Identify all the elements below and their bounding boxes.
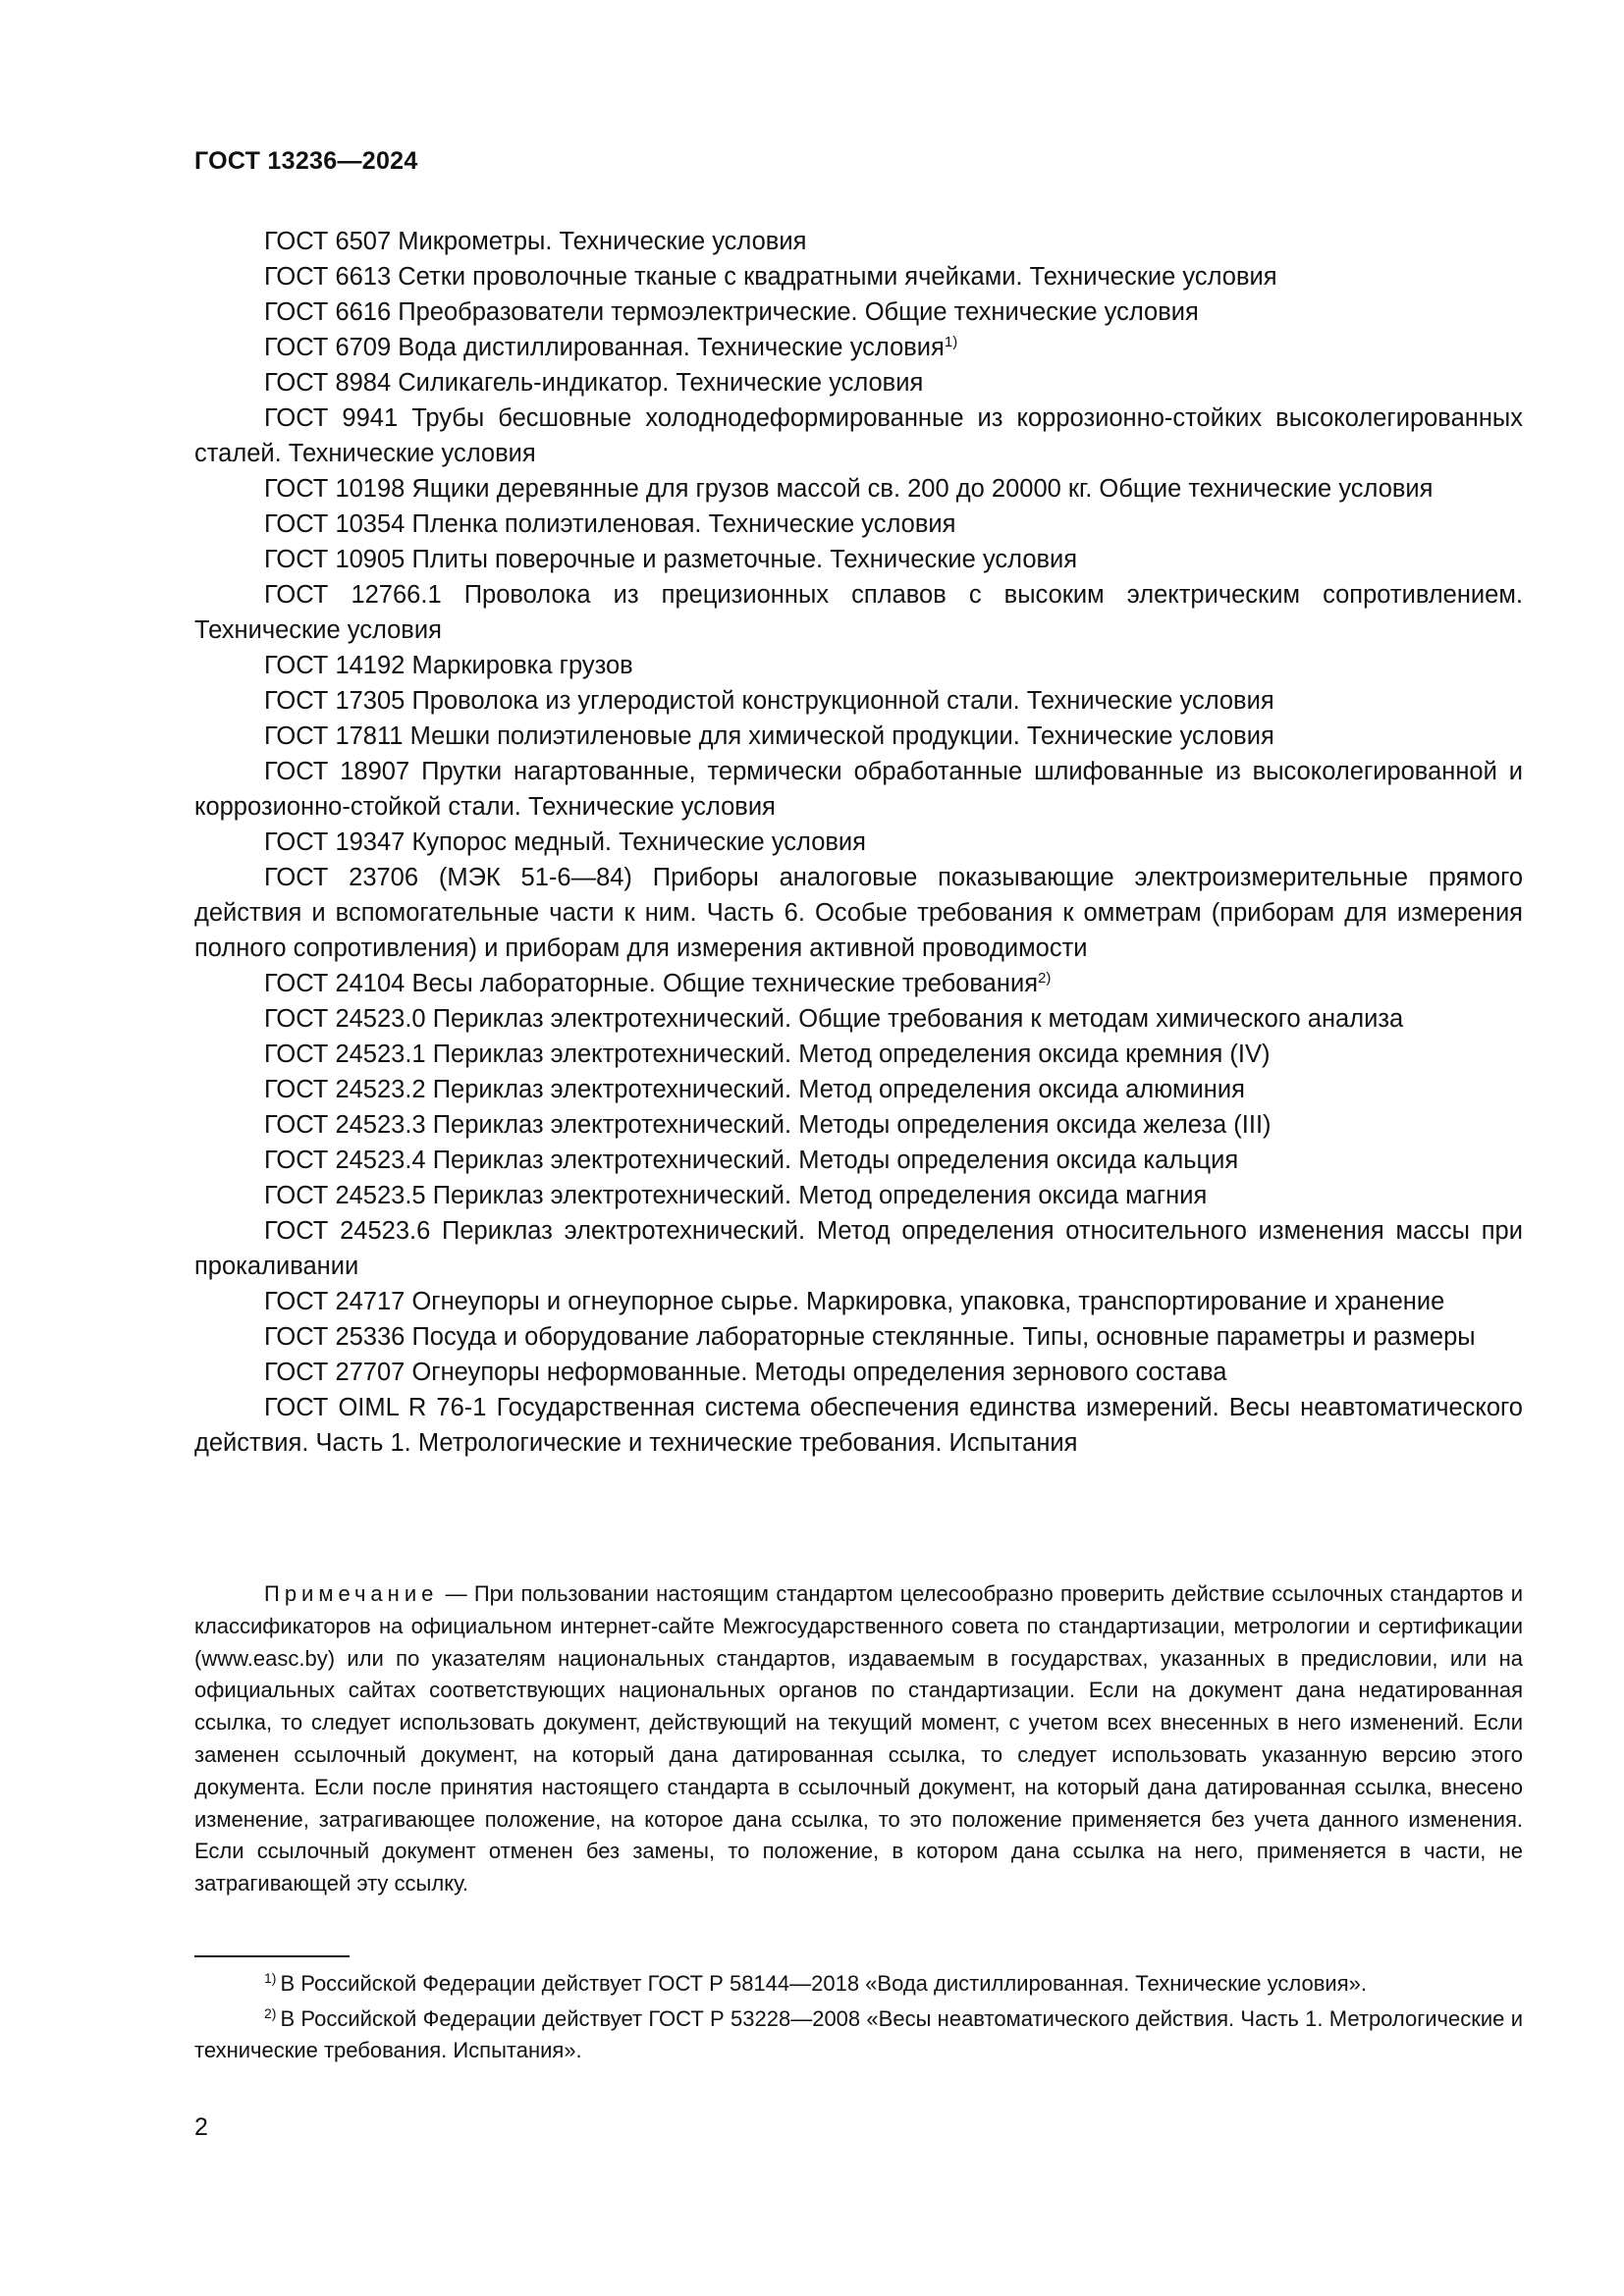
reference-item — [194, 825, 1523, 860]
reference-code: ГОСТ 24523.2 — [264, 1076, 426, 1103]
reference-code: ГОСТ 18907 — [264, 758, 410, 785]
reference-title: Плиты поверочные и разметочные. Технические условия — [411, 546, 1078, 573]
reference-code: ГОСТ 6507 — [264, 228, 392, 255]
reference-title: Трубы бесшовные холоднодеформированные из коррозионно-стойких высоколегированных сталей. Технические условия — [194, 404, 1523, 467]
reference-item — [194, 1143, 1523, 1178]
normative-references-list — [194, 224, 1523, 1461]
reference-code: ГОСТ 23706 (МЭК 51-6—84) — [264, 864, 632, 891]
reference-title: Пленка полиэтиленовая. Технические условия — [411, 510, 956, 538]
reference-item — [194, 365, 1523, 400]
reference-item — [194, 648, 1523, 683]
footnotes — [194, 1968, 1523, 2070]
reference-item — [194, 1284, 1523, 1319]
reference-code: ГОСТ 8984 — [264, 369, 392, 397]
note-label: Примечание — [264, 1581, 439, 1606]
footnote-item — [194, 2003, 1523, 2066]
reference-item — [194, 1001, 1523, 1037]
reference-item — [194, 471, 1523, 507]
reference-item — [194, 1390, 1523, 1461]
reference-code: ГОСТ 6616 — [264, 298, 392, 326]
reference-code: ГОСТ 24523.5 — [264, 1182, 426, 1209]
reference-item — [194, 683, 1523, 719]
reference-item — [194, 1319, 1523, 1355]
reference-title: Периклаз электротехнический. Методы определения оксида кальция — [432, 1147, 1239, 1174]
note-paragraph — [194, 1578, 1523, 1900]
note-text: — При пользовании настоящим стандартом целесообразно проверить действие ссылочных стандартов и классификаторов на официальном интернет-сайте Межгосударственного совета по стандартизации, метрологии и сертификации (www.easc.by) или по указателям национальных стандартов, издаваемым в государствах, указанных в предисловии, или на официальных сайтах соответствующих национальных органов по стандартизации. Если на документ дана недатированная ссылка, то следует использовать документ, действующий на текущий момент, с учетом всех внесенных в него изменений. Если заменен ссылочный документ, на который дана датированная ссылка, то следует использовать указанную версию этого документа. Если после принятия настоящего стандарта в ссылочный документ, на который дана датированная ссылка, внесено изменение, затрагивающее положение, на которое дана ссылка, то это положение применяется без учета данного изменения. Если ссылочный документ отменен без замены, то положение, в котором дана ссылка на него, применяется в части, не затрагивающей эту ссылку. — [194, 1581, 1523, 1896]
footnote-separator — [194, 1955, 350, 1957]
reference-title: Периклаз электротехнический. Метод определения оксида магния — [432, 1182, 1208, 1209]
reference-title: Проволока из углеродистой конструкционной стали. Технические условия — [411, 687, 1274, 715]
reference-item — [194, 507, 1523, 542]
reference-title: Микрометры. Технические условия — [398, 228, 807, 255]
reference-code: ГОСТ 17305 — [264, 687, 406, 715]
reference-code: ГОСТ 24523.6 — [264, 1217, 431, 1245]
reference-item — [194, 754, 1523, 825]
reference-title: Преобразователи термоэлектрические. Общие технические условия — [398, 298, 1199, 326]
reference-title: Периклаз электротехнический. Методы определения оксида железа (III) — [432, 1111, 1272, 1139]
reference-code: ГОСТ 24523.3 — [264, 1111, 426, 1139]
reference-item — [194, 224, 1523, 259]
reference-code: ГОСТ OIML R 76-1 — [264, 1394, 487, 1421]
reference-code: ГОСТ 24523.0 — [264, 1005, 426, 1033]
reference-title: Посуда и оборудование лабораторные стеклянные. Типы, основные параметры и размеры — [411, 1323, 1476, 1351]
reference-title: Проволока из прецизионных сплавов с высоким электрическим сопротивлением. Технические условия — [194, 581, 1523, 644]
reference-item — [194, 330, 1523, 365]
reference-code: ГОСТ 10905 — [264, 546, 406, 573]
reference-item — [194, 719, 1523, 754]
reference-code: ГОСТ 6709 — [264, 334, 392, 361]
reference-title: Периклаз электротехнический. Метод определения оксида кремния (IV) — [432, 1041, 1271, 1068]
reference-code: ГОСТ 25336 — [264, 1323, 406, 1351]
footnote-marker: 1) — [944, 334, 958, 350]
footnote-mark: 1) — [264, 1970, 277, 1986]
reference-item — [194, 966, 1523, 1001]
reference-title: Приборы аналоговые показывающие электроизмерительные прямого действия и вспомогательные части к ним. Часть 6. Особые требования к омметрам (приборам для измерения полного сопротивления) и приборам для измерения активной проводимости — [194, 864, 1523, 962]
reference-item — [194, 259, 1523, 294]
reference-code: ГОСТ 6613 — [264, 263, 392, 291]
reference-title: Огнеупоры неформованные. Методы определения зернового состава — [411, 1359, 1227, 1386]
reference-code: ГОСТ 19347 — [264, 828, 406, 856]
reference-item — [194, 400, 1523, 471]
reference-item — [194, 542, 1523, 577]
reference-item — [194, 1355, 1523, 1390]
reference-code: ГОСТ 10354 — [264, 510, 406, 538]
footnote-mark: 2) — [264, 2005, 277, 2021]
reference-title: Мешки полиэтиленовые для химической продукции. Технические условия — [409, 722, 1274, 750]
reference-code: ГОСТ 9941 — [264, 404, 399, 432]
reference-code: ГОСТ 24523.4 — [264, 1147, 426, 1174]
reference-code: ГОСТ 24717 — [264, 1288, 406, 1315]
reference-title: Купорос медный. Технические условия — [411, 828, 866, 856]
reference-title: Периклаз электротехнический. Общие требования к методам химического анализа — [432, 1005, 1404, 1033]
footnote-text: В Российской Федерации действует ГОСТ Р 58144—2018 «Вода дистиллированная. Технические условия». — [280, 1971, 1367, 1996]
reference-code: ГОСТ 14192 — [264, 652, 406, 679]
reference-item — [194, 1107, 1523, 1143]
reference-title: Прутки нагартованные, термически обработанные шлифованные из высоколегированной и коррозионно-стойкой стали. Технические условия — [194, 758, 1523, 821]
document-header: ГОСТ 13236—2024 — [194, 147, 418, 175]
footnote-marker: 2) — [1038, 970, 1052, 987]
page-number: 2 — [194, 2113, 208, 2141]
reference-code: ГОСТ 27707 — [264, 1359, 406, 1386]
reference-title: Ящики деревянные для грузов массой св. 200 до 20000 кг. Общие технические условия — [411, 475, 1434, 503]
footnote-item — [194, 1968, 1523, 2000]
reference-item — [194, 1037, 1523, 1072]
reference-title: Государственная система обеспечения единства измерений. Весы неавтоматического действия. Часть 1. Метрологические и технические требования. Испытания — [194, 1394, 1523, 1457]
reference-code: ГОСТ 24104 — [264, 970, 406, 997]
reference-item — [194, 294, 1523, 330]
reference-item — [194, 1213, 1523, 1284]
reference-title: Вода дистиллированная. Технические условия — [398, 334, 945, 361]
reference-code: ГОСТ 12766.1 — [264, 581, 442, 609]
reference-title: Огнеупоры и огнеупорное сырье. Маркировка, упаковка, транспортирование и хранение — [411, 1288, 1445, 1315]
reference-code: ГОСТ 10198 — [264, 475, 406, 503]
reference-code: ГОСТ 17811 — [264, 722, 404, 750]
footnote-text: В Российской Федерации действует ГОСТ Р 53228—2008 «Весы неавтоматического действия. Часть 1. Метрологические и технические требования. Испытания». — [194, 2006, 1523, 2062]
reference-title: Периклаз электротехнический. Метод определения оксида алюминия — [432, 1076, 1245, 1103]
reference-title: Сетки проволочные тканые с квадратными ячейками. Технические условия — [398, 263, 1277, 291]
reference-title: Периклаз электротехнический. Метод определения относительного изменения массы при прокаливании — [194, 1217, 1523, 1280]
reference-title: Маркировка грузов — [411, 652, 633, 679]
reference-title: Весы лабораторные. Общие технические требования — [411, 970, 1039, 997]
reference-item — [194, 860, 1523, 966]
reference-item — [194, 1178, 1523, 1213]
reference-code: ГОСТ 24523.1 — [264, 1041, 426, 1068]
reference-item — [194, 1072, 1523, 1107]
reference-title: Силикагель-индикатор. Технические условия — [398, 369, 924, 397]
reference-item — [194, 577, 1523, 648]
